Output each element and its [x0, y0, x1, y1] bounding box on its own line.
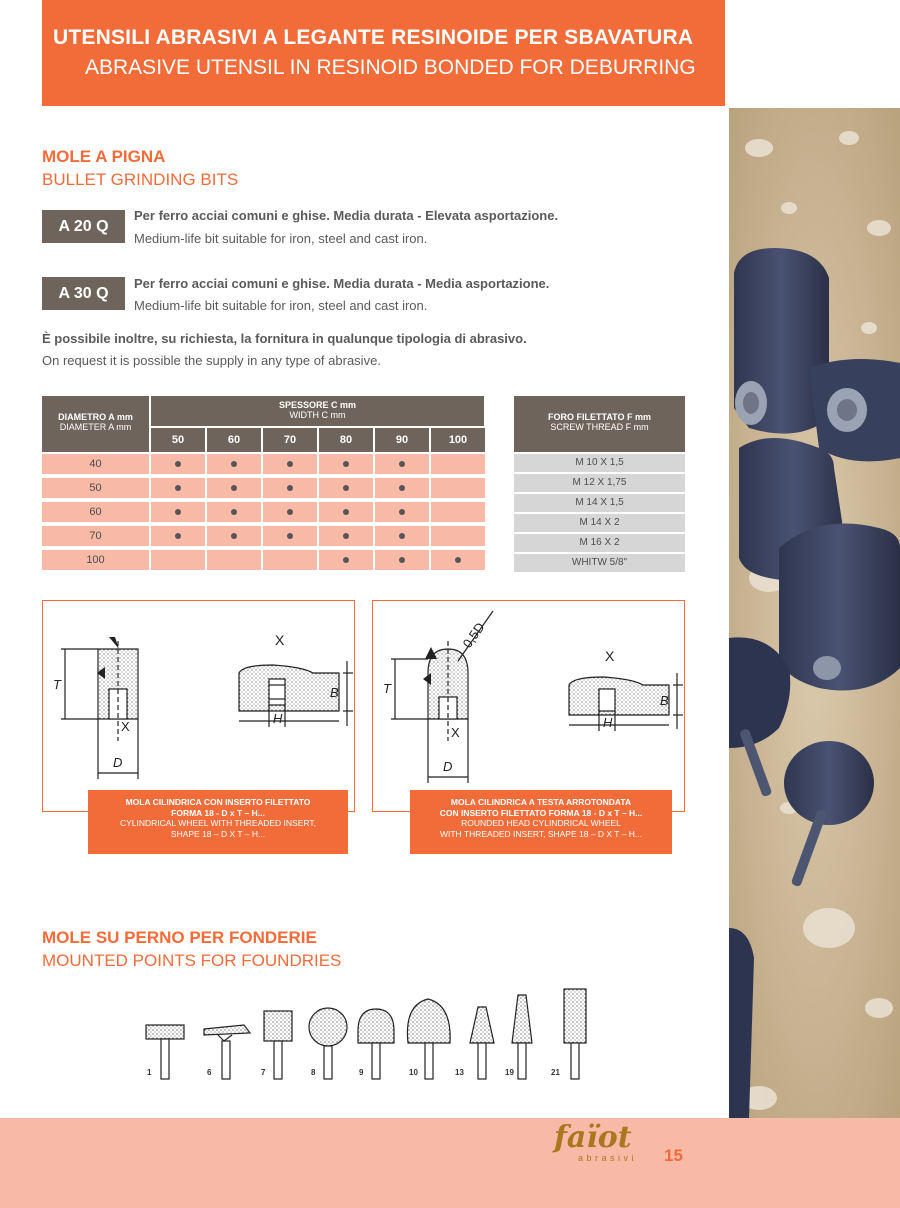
- availability-cell: [431, 478, 485, 498]
- thread-header: [514, 396, 685, 452]
- thread-cell: M 10 X 1,5: [514, 454, 685, 472]
- thread-cell: M 16 X 2: [514, 534, 685, 552]
- availability-cell: [207, 550, 261, 570]
- available-dot: [343, 461, 349, 467]
- available-dot: [343, 509, 349, 515]
- available-dot: [399, 509, 405, 515]
- mounted-point-number: 6: [207, 1068, 212, 1077]
- dim-t-label: T: [53, 677, 61, 692]
- mounted-point-number: 13: [455, 1068, 464, 1077]
- availability-cell: [263, 454, 317, 474]
- diameter-header-en: DIAMETER A mm: [59, 422, 132, 432]
- width-col-header: 90: [375, 428, 429, 452]
- diameter-header-it: DIAMETRO A mm: [58, 412, 133, 422]
- thread-header-en: SCREW THREAD F mm: [550, 422, 649, 432]
- dim-b-label: B: [660, 693, 669, 708]
- available-dot: [343, 533, 349, 539]
- cylindrical-wheel-drawing: [43, 601, 354, 811]
- availability-cell: [319, 478, 373, 498]
- caption-en-line2: WITH THREADED INSERT, SHAPE 18 – D X T – H...: [439, 828, 642, 839]
- width-col-header: 80: [319, 428, 373, 452]
- dim-d-label: D: [113, 755, 123, 770]
- mounted-point-number: 1: [147, 1068, 152, 1077]
- available-dot: [287, 533, 293, 539]
- header-banner: [42, 0, 725, 106]
- availability-cell: [431, 502, 485, 522]
- availability-cell: [151, 550, 205, 570]
- supply-note-it: È possibile inoltre, su richiesta, la fornitura in qualunque tipologia di abrasivo.: [42, 331, 527, 346]
- section-x-label: X: [121, 719, 130, 734]
- caption-en-line1: ROUNDED HEAD CYLINDRICAL WHEEL: [461, 818, 621, 828]
- available-dot: [287, 485, 293, 491]
- available-dot: [231, 461, 237, 467]
- detail-x-label: X: [275, 632, 285, 648]
- availability-cell: [375, 478, 429, 498]
- diagram-rounded-head-wheel: [372, 600, 685, 812]
- availability-cell: [375, 526, 429, 546]
- caption-it-line1: MOLA CILINDRICA A TESTA ARROTONDATA: [450, 797, 632, 807]
- dim-radius-label: 0,5D: [459, 619, 488, 651]
- caption-it-line1: MOLA CILINDRICA CON INSERTO FILETTATO: [125, 797, 311, 807]
- caption-rounded-head-wheel: [410, 790, 672, 854]
- mounted-point-number: 7: [261, 1068, 266, 1077]
- thread-cell: WHITW 5/8": [514, 554, 685, 572]
- available-dot: [231, 509, 237, 515]
- detail-x-label: X: [605, 648, 615, 664]
- availability-cell: [375, 550, 429, 570]
- available-dot: [399, 461, 405, 467]
- mounted-point-number: 10: [409, 1068, 418, 1077]
- availability-cell: [319, 550, 373, 570]
- availability-cell: [319, 502, 373, 522]
- rounded-head-wheel-drawing: [373, 601, 684, 811]
- product-desc-it: Per ferro acciai comuni e ghise. Media durata - Media asportazione.: [134, 276, 550, 291]
- availability-cell: [263, 502, 317, 522]
- availability-cell: [431, 550, 485, 570]
- availability-cell: [207, 454, 261, 474]
- mounted-point-number: 19: [505, 1068, 514, 1077]
- availability-cell: [263, 478, 317, 498]
- width-col-header: 100: [431, 428, 485, 452]
- brand-logo: faïot: [554, 1120, 632, 1155]
- caption-it-line2: CON INSERTO FILETTATO FORMA 18 - D x T – H...: [439, 807, 643, 818]
- thread-cell: M 12 X 1,75: [514, 474, 685, 492]
- caption-en-line1: CYLINDRICAL WHEEL WITH THREADED INSERT,: [119, 818, 316, 828]
- dim-b-label: B: [330, 685, 339, 700]
- product-code-a20q: A 20 Q: [42, 210, 125, 243]
- availability-cell: [375, 454, 429, 474]
- available-dot: [287, 461, 293, 467]
- width-header-it: SPESSORE C mm: [278, 400, 357, 410]
- availability-cell: [431, 454, 485, 474]
- dim-d-label: D: [443, 759, 453, 774]
- availability-cell: [375, 502, 429, 522]
- available-dot: [175, 485, 181, 491]
- availability-cell: [207, 502, 261, 522]
- available-dot: [231, 485, 237, 491]
- availability-cell: [319, 526, 373, 546]
- section2-title-en: MOUNTED POINTS FOR FOUNDRIES: [42, 951, 342, 970]
- diameter-cell: 40: [42, 454, 149, 474]
- mounted-point-number: 21: [551, 1068, 560, 1077]
- caption-en-line2: SHAPE 18 – D X T – H...: [170, 828, 266, 839]
- product-code-a30q: A 30 Q: [42, 277, 125, 310]
- available-dot: [231, 533, 237, 539]
- dim-h-label: H: [273, 711, 283, 726]
- width-col-header: 50: [151, 428, 205, 452]
- supply-note-en: On request it is possible the supply in any type of abrasive.: [42, 353, 381, 368]
- mounted-points-drawing: [140, 985, 600, 1080]
- available-dot: [399, 533, 405, 539]
- availability-cell: [151, 526, 205, 546]
- product-desc-en: Medium-life bit suitable for iron, steel and cast iron.: [134, 231, 428, 246]
- page-title-en: ABRASIVE UTENSIL IN RESINOID BONDED FOR DEBURRING: [85, 56, 696, 79]
- thread-header-it: FORO FILETTATO F mm: [548, 412, 651, 422]
- dim-h-label: H: [603, 715, 613, 730]
- available-dot: [399, 557, 405, 563]
- available-dot: [175, 509, 181, 515]
- availability-cell: [263, 550, 317, 570]
- diameter-cell: 70: [42, 526, 149, 546]
- diameter-cell: 50: [42, 478, 149, 498]
- diagram-cylindrical-wheel: [42, 600, 355, 812]
- availability-cell: [207, 526, 261, 546]
- availability-cell: [319, 454, 373, 474]
- mounted-point-number: 9: [359, 1068, 364, 1077]
- available-dot: [343, 485, 349, 491]
- width-col-header: 60: [207, 428, 261, 452]
- available-dot: [287, 509, 293, 515]
- availability-cell: [151, 454, 205, 474]
- availability-cell: [207, 478, 261, 498]
- width-header-en: WIDTH C mm: [289, 410, 346, 420]
- diameter-header: [42, 396, 149, 452]
- section2-title-it: MOLE SU PERNO PER FONDERIE: [42, 928, 317, 947]
- mounted-point-number: 8: [311, 1068, 316, 1077]
- available-dot: [175, 461, 181, 467]
- footer-band: [0, 1118, 900, 1208]
- thread-cell: M 14 X 2: [514, 514, 685, 532]
- availability-cell: [151, 478, 205, 498]
- section-x-label: X: [451, 725, 460, 740]
- page-title-it: UTENSILI ABRASIVI A LEGANTE RESINOIDE PER SBAVATURA: [53, 26, 694, 49]
- caption-it-line2: FORMA 18 - D x T – H...: [171, 807, 265, 818]
- caption-cylindrical-wheel: [88, 790, 348, 854]
- dim-t-label: T: [383, 681, 391, 696]
- availability-cell: [431, 526, 485, 546]
- available-dot: [175, 533, 181, 539]
- availability-cell: [263, 526, 317, 546]
- thread-cell: M 14 X 1,5: [514, 494, 685, 512]
- available-dot: [343, 557, 349, 563]
- product-desc-en: Medium-life bit suitable for iron, steel and cast iron.: [134, 298, 428, 313]
- page-number: 15: [664, 1146, 683, 1165]
- diameter-cell: 100: [42, 550, 149, 570]
- product-photo: [729, 108, 900, 1118]
- width-col-header: 70: [263, 428, 317, 452]
- product-desc-it: Per ferro acciai comuni e ghise. Media durata - Elevata asportazione.: [134, 208, 559, 223]
- available-dot: [399, 485, 405, 491]
- available-dot: [455, 557, 461, 563]
- section1-title-en: BULLET GRINDING BITS: [42, 170, 239, 189]
- diameter-cell: 60: [42, 502, 149, 522]
- availability-cell: [151, 502, 205, 522]
- brand-logo-subtitle: abrasivi: [578, 1153, 638, 1163]
- section1-title-it: MOLE A PIGNA: [42, 147, 166, 166]
- width-header: [151, 396, 484, 426]
